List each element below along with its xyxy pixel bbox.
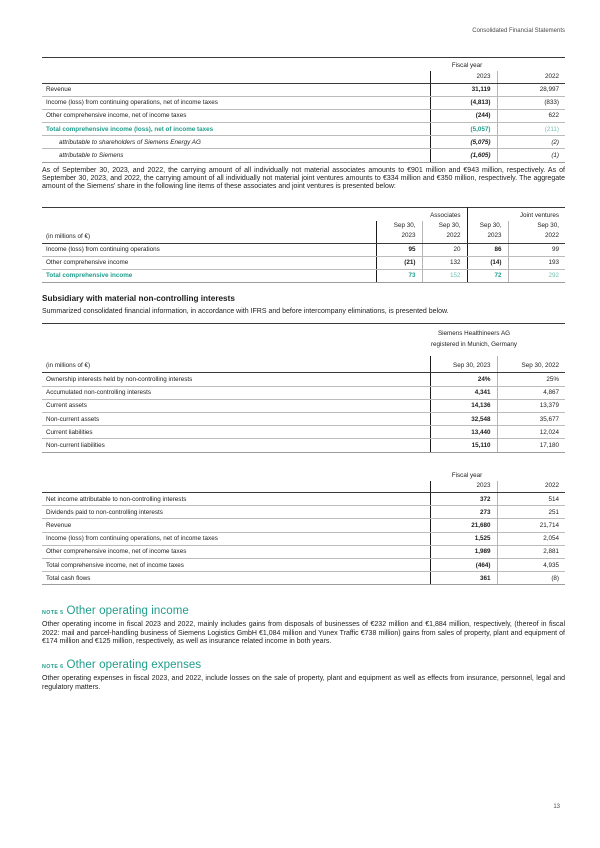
row-label: attributable to Siemens [42, 149, 430, 162]
date-subheader: Sep 30, [508, 221, 565, 231]
year-2022-header: 2022 [497, 71, 565, 83]
value-2022: 35,677 [497, 412, 565, 425]
table-row [42, 412, 565, 425]
value-2023: (1,605) [430, 149, 497, 162]
value-2022: 4,867 [497, 386, 565, 399]
value-2022: (2) [497, 136, 565, 149]
empty-header-cell [42, 468, 430, 481]
table-row [42, 109, 565, 122]
date-2023-header: Sep 30, 2023 [430, 356, 497, 373]
page-number: 13 [553, 804, 560, 810]
company-header [383, 328, 565, 350]
table-row [42, 373, 565, 386]
value-2022: 4,935 [497, 558, 565, 571]
value-2023: (4,813) [430, 96, 497, 109]
empty-header-cell [42, 207, 376, 221]
row-label: Current assets [42, 399, 430, 412]
empty-header-cell [42, 481, 430, 493]
value-2022: 2,881 [497, 545, 565, 558]
table-subheader-row [42, 221, 565, 231]
row-label: Revenue [42, 83, 430, 96]
value-2022: 622 [497, 109, 565, 122]
row-label: Other comprehensive income, net of income taxes [42, 545, 430, 558]
table-row [42, 83, 565, 96]
associates-group-header: Associates [430, 211, 461, 219]
joint-ventures-2023-value: 72 [467, 269, 508, 282]
associates-2023-value: 95 [376, 243, 422, 256]
value-2022: 251 [497, 506, 565, 519]
note6-title: Other operating expenses [66, 659, 202, 672]
table-header-group-row [42, 468, 565, 481]
section-paragraph: Summarized consolidated financial information, in accordance with IFRS and before intercompany eliminations, is presented below. [42, 308, 449, 316]
value-2023: 361 [430, 572, 497, 585]
empty-header-cell [42, 221, 376, 231]
year-2023-header: 2023 [430, 71, 497, 83]
value-2023: 15,110 [430, 439, 497, 452]
joint-ventures-2022-value: 292 [508, 269, 565, 282]
table-header-group-row [42, 58, 565, 72]
empty-header-cell [42, 58, 430, 72]
note6-paragraph: Other operating expenses in fiscal 2023, and 2022, include losses on the sale of property, plant and equipment as well as effects from insurance, personnel, legal and regulatory matters. [42, 675, 565, 691]
row-label: Total comprehensive income, net of income taxes [42, 558, 430, 571]
associates-2022-value: 132 [422, 256, 467, 269]
table-row [42, 572, 565, 585]
row-label: Revenue [42, 519, 430, 532]
year-2023-header: 2023 [430, 481, 497, 493]
row-label: Ownership interests held by non-controlling interests [42, 373, 430, 386]
empty-header-cell [42, 71, 430, 83]
fiscal-year-header: Fiscal year [451, 62, 483, 69]
table-total-row [42, 123, 565, 136]
table-top-rule [42, 323, 565, 324]
table-row [42, 399, 565, 412]
note5-heading [42, 605, 565, 617]
row-label: Net income attributable to non-controlling interests [42, 493, 430, 506]
table-group-header-row [42, 207, 565, 221]
healthineers-fiscal-year-table [42, 468, 565, 586]
value-2022: 12,024 [497, 426, 565, 439]
row-label: Current liabilities [42, 426, 430, 439]
joint-ventures-2023-value: 86 [467, 243, 508, 256]
table-header-row [42, 356, 565, 373]
row-label: Income (loss) from continuing operations [42, 243, 376, 256]
value-2023: 21,680 [430, 519, 497, 532]
unit-label: (in millions of €) [42, 356, 430, 373]
value-2023: (464) [430, 558, 497, 571]
value-2023: (244) [430, 109, 497, 122]
unit-label: (in millions of €) [42, 231, 376, 244]
table-row [42, 558, 565, 571]
section-heading: Subsidiary with material non-controlling interests [42, 294, 235, 304]
value-2023: 13,440 [430, 426, 497, 439]
year-header: 2022 [508, 231, 565, 244]
note5-paragraph: Other operating income in fiscal 2023 and 2022, mainly includes gains from disposals of businesses of €232 million and €1,884 million, respectively, (thereof in fiscal 2022: mail and parcel-handling business of Siemens Logistics GmbH €1,084 million and Yunex Traffic €738 million) gains from sales of property, plant and equipment of €174 million and €125 million, respectively, as well as insurance related income in both years. [42, 621, 565, 645]
value-2023: 1,989 [430, 545, 497, 558]
year-header: 2022 [422, 231, 467, 244]
table-row [42, 243, 565, 256]
table-header-years-row [42, 71, 565, 83]
joint-ventures-2023-value: (14) [467, 256, 508, 269]
associates-2023-value: (21) [376, 256, 422, 269]
value-2022: 21,714 [497, 519, 565, 532]
note5-number: NOTE 5 [42, 610, 64, 617]
value-2023: 14,136 [430, 399, 497, 412]
row-label: attributable to shareholders of Siemens Energy AG [42, 136, 430, 149]
value-2023: 372 [430, 493, 497, 506]
row-label: Non-current assets [42, 412, 430, 425]
table-row [42, 386, 565, 399]
row-label: Income (loss) from continuing operations, net of income taxes [42, 96, 430, 109]
joint-ventures-group-header: Joint ventures [467, 207, 565, 221]
value-2023: (5,075) [430, 136, 497, 149]
value-2023: 31,119 [430, 83, 497, 96]
table-row [42, 256, 565, 269]
year-2022-header: 2022 [497, 481, 565, 493]
associates-joint-ventures-table [42, 207, 565, 284]
value-2023: (5,057) [430, 123, 497, 136]
healthineers-balance-table [42, 356, 565, 452]
page-content [42, 0, 565, 692]
table-years-row [42, 231, 565, 244]
associates-2023-value: 73 [376, 269, 422, 282]
value-2022: (1) [497, 149, 565, 162]
value-2022: 13,379 [497, 399, 565, 412]
date-2022-header: Sep 30, 2022 [497, 356, 565, 373]
year-header: 2023 [467, 231, 508, 244]
value-2022: (8) [497, 572, 565, 585]
value-2023: 273 [430, 506, 497, 519]
table-row [42, 519, 565, 532]
siemens-energy-summary-table [42, 57, 565, 163]
value-2023: 32,548 [430, 412, 497, 425]
date-subheader: Sep 30, [422, 221, 467, 231]
table-row [42, 426, 565, 439]
table-total-row [42, 269, 565, 282]
row-label: Total comprehensive income (loss), net of income taxes [42, 123, 430, 136]
value-2022: 25% [497, 373, 565, 386]
table-row [42, 506, 565, 519]
row-label: Non-current liabilities [42, 439, 430, 452]
associates-2022-value: 152 [422, 269, 467, 282]
joint-ventures-2022-value: 99 [508, 243, 565, 256]
row-label: Income (loss) from continuing operations, net of income taxes [42, 532, 430, 545]
table-header-years-row [42, 481, 565, 493]
date-subheader: Sep 30, [467, 221, 508, 231]
value-2023: 4,341 [430, 386, 497, 399]
table-row [42, 96, 565, 109]
value-2023: 1,525 [430, 532, 497, 545]
row-label: Accumulated non-controlling interests [42, 386, 430, 399]
note6-heading [42, 659, 565, 671]
running-header: Consolidated Financial Statements [472, 28, 565, 34]
date-subheader: Sep 30, [376, 221, 422, 231]
company-registration: registered in Munich, Germany [430, 341, 518, 349]
row-label: Other comprehensive income, net of income taxes [42, 109, 430, 122]
note6-number: NOTE 6 [42, 664, 64, 671]
value-2022: (211) [497, 123, 565, 136]
value-2022: 28,997 [497, 83, 565, 96]
table-row [42, 493, 565, 506]
table-row [42, 532, 565, 545]
associates-paragraph: As of September 30, 2023, and 2022, the carrying amount of all individually not material associates amounts to €901 million and €943 million, respectively. As of September 30, 2023, and 2022, the carrying amount of all individually not material joint ventures amounts to €334 million and €350 million, respectively. The aggregate amount of the Siemens' share in the following line items of these associates and joint ventures is presented below: [42, 166, 565, 191]
associates-2022-value: 20 [422, 243, 467, 256]
row-label: Total cash flows [42, 572, 430, 585]
year-header: 2023 [376, 231, 422, 244]
row-label: Total comprehensive income [42, 269, 376, 282]
row-label: Dividends paid to non-controlling interests [42, 506, 430, 519]
table-subrow [42, 136, 565, 149]
top-spacer [42, 0, 565, 57]
table-subrow [42, 149, 565, 162]
company-name: Siemens Healthineers AG [437, 330, 511, 338]
value-2022: (833) [497, 96, 565, 109]
value-2022: 17,180 [497, 439, 565, 452]
value-2023: 24% [430, 373, 497, 386]
value-2022: 514 [497, 493, 565, 506]
table-row [42, 439, 565, 452]
table-row [42, 545, 565, 558]
note5-title: Other operating income [66, 605, 189, 618]
value-2022: 2,054 [497, 532, 565, 545]
joint-ventures-2022-value: 193 [508, 256, 565, 269]
fiscal-year-header: Fiscal year [451, 471, 483, 479]
row-label: Other comprehensive income [42, 256, 376, 269]
